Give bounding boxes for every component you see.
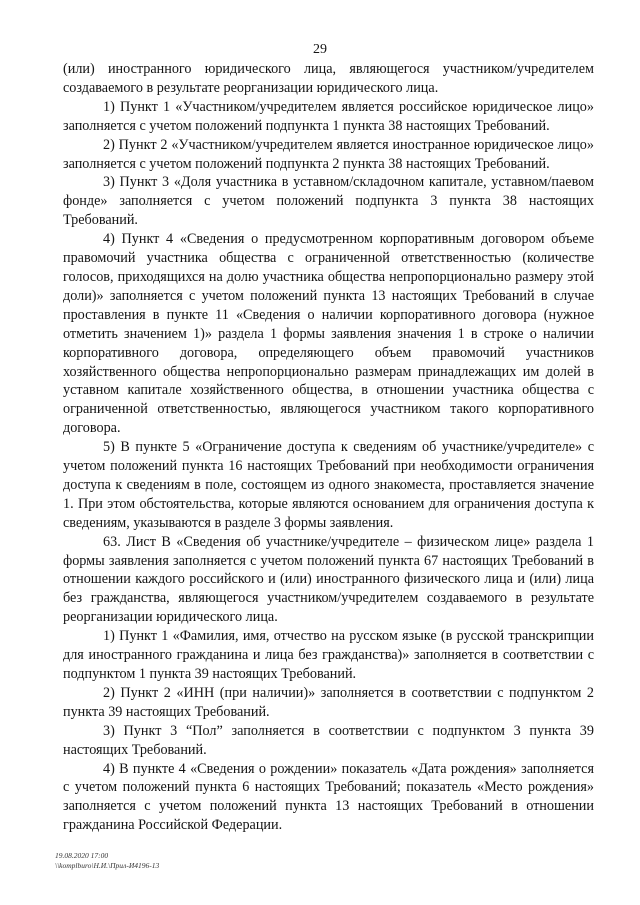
paragraph: (или) иностранного юридического лица, являющегося участником/учредителем создаваемого в результате реорганизации юридического лица.: [63, 61, 594, 96]
paragraph: 2) Пункт 2 «ИНН (при наличии)» заполняется в соответствии с подпунктом 2 пункта 39 настоящих Требований.: [63, 684, 594, 720]
footer-stamp: [55, 851, 159, 871]
paragraph: 4) В пункте 4 «Сведения о рождении» показатель «Дата рождения» заполняется с учетом положений пункта 6 настоящих Требований; показатель «Место рождения» заполняется с учетом положений пункта 13 настоящих Требований в отношении гражданина Российской Федерации.: [63, 760, 594, 834]
paragraph: 3) Пункт 3 “Пол” заполняется в соответствии с подпунктом 3 пункта 39 настоящих Требований.: [63, 722, 594, 758]
footer-date: 19.08.2020 17:00: [55, 851, 109, 860]
body-text: [63, 60, 594, 835]
paragraph: 1) Пункт 1 «Фамилия, имя, отчество на русском языке (в русской транскрипции для иностранного гражданина и лица без гражданства)» заполняется в соответствии с подпунктом 1 пункта 39 настоящих Требований.: [63, 628, 594, 682]
paragraph: 4) Пункт 4 «Сведения о предусмотренном корпоративным договором объеме правомочий участника общества с ограниченной ответственностью (количестве голосов, приходящихся на долю участника общества непропорционально размеру этой доли)» заполняется с учетом положений пункта 13 настоящих Требований в случае проставления в пункте 11 «Сведения о наличии корпоративного договора (нужное отметить значением 1)» раздела 1 формы заявления значения 1 в строке о наличии корпоративного договора, определяющего объем правомочий участников хозяйственного общества непропорционально размерам принадлежащих им долей в уставном капитале хозяйственного общества, в отношении участника общества с ограниченной ответственностью, являющегося участником такого корпоративного договора.: [63, 231, 594, 437]
page-number: 29: [313, 42, 327, 57]
paragraph: 5) В пункте 5 «Ограничение доступа к сведениям об участнике/учредителе» с учетом положений пункта 16 настоящих Требований при необходимости ограничения доступа к сведениям в поле, состоящем из одного знакоместа, проставляется значение 1. При этом обстоятельства, которые являются основанием для ограничения доступа к сведениям, указываются в разделе 3 формы заявления.: [63, 439, 594, 531]
paragraph: 2) Пункт 2 «Участником/учредителем является иностранное юридическое лицо» заполняется с учетом положений подпункта 2 пункта 38 настоящих Требований.: [63, 136, 594, 172]
footer-file-path: \\komplburo\Н.И.\Прил-И4196-13: [55, 861, 160, 870]
paragraph: 3) Пункт 3 «Доля участника в уставном/складочном капитале, уставном/паевом фонде» заполняется с учетом положений подпункта 3 пункта 38 настоящих Требований.: [63, 174, 594, 229]
paragraph: 63. Лист В «Сведения об участнике/учредителе – физическом лице» раздела 1 формы заявления заполняется с учетом положений пункта 67 настоящих Требований в отношении каждого российского и (или) иностранного физического лица и (или) лица без гражданства, являющегося участником/учредителем создаваемого в результате реорганизации юридического лица.: [63, 533, 594, 626]
paragraph: 1) Пункт 1 «Участником/учредителем является российское юридическое лицо» заполняется с учетом положений подпункта 1 пункта 38 настоящих Требований.: [63, 98, 594, 134]
